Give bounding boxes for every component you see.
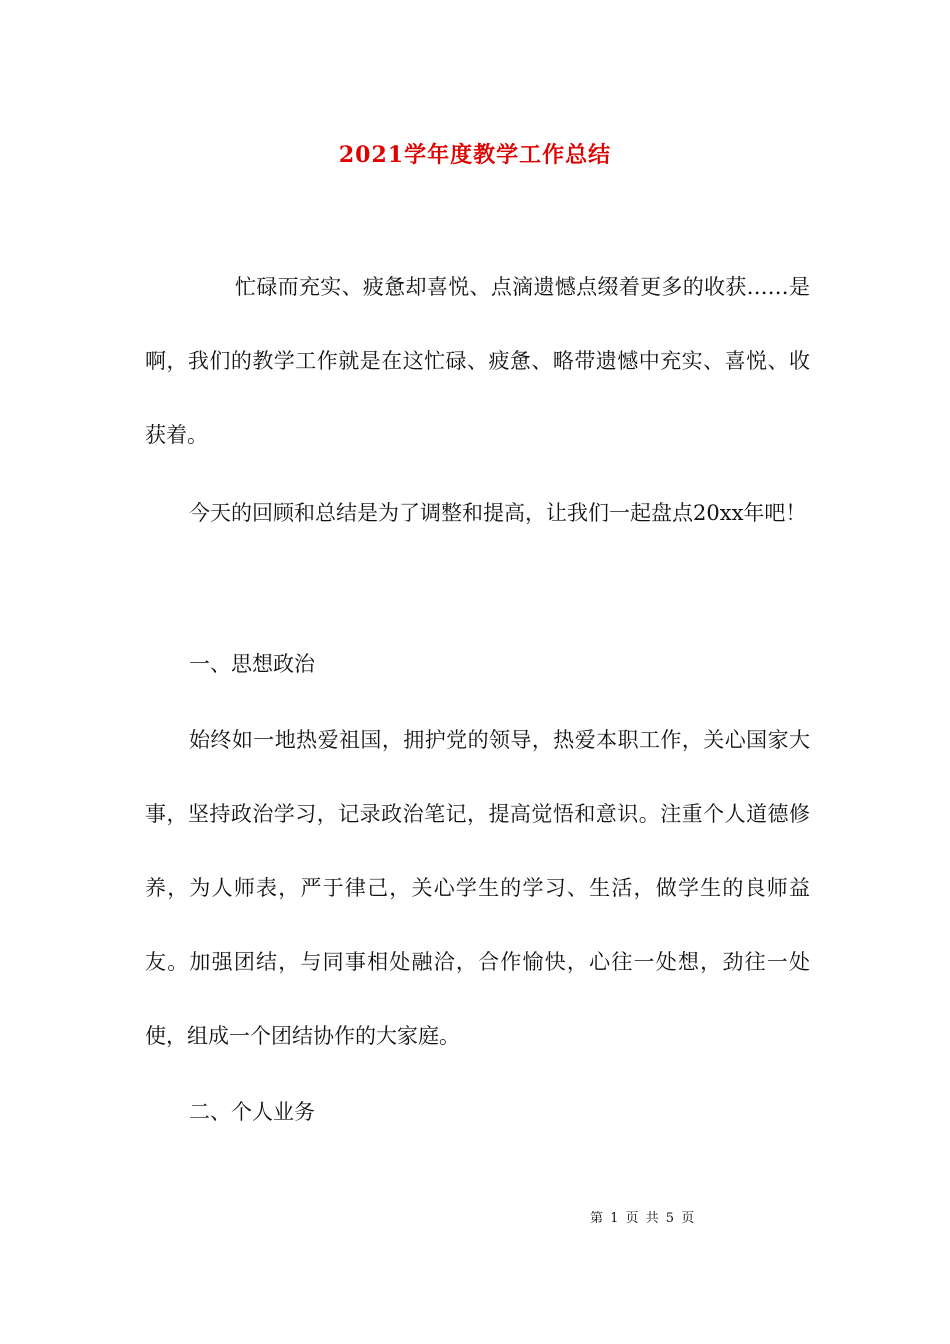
paragraph-intro: 忙碌而充实、疲惫却喜悦、点滴遗憾点缀着更多的收获……是啊，我们的教学工作就是在这忙碌、疲惫、略带遗憾中充实、喜悦、收获着。 [145, 275, 810, 447]
section-heading-politics: 一、思想政治 [189, 652, 315, 676]
document-title: 2021学年度教学工作总结 [338, 142, 612, 168]
section-heading-business: 二、个人业务 [189, 1100, 315, 1124]
paragraph-politics: 始终如一地热爱祖国，拥护党的领导，热爱本职工作，关心国家大事，坚持政治学习，记录政治笔记，提高觉悟和意识。注重个人道德修养，为人师表，严于律己，关心学生的学习、生活，做学生的良师益友。加强团结，与同事相处融洽，合作愉快，心往一处想，劲往一处使，组成一个团结协作的大家庭。 [145, 728, 810, 1048]
page-number-footer: 第 1 页 共 5 页 [590, 1211, 695, 1226]
paragraph-review: 今天的回顾和总结是为了调整和提高，让我们一起盘点20xx年吧！ [189, 501, 807, 525]
